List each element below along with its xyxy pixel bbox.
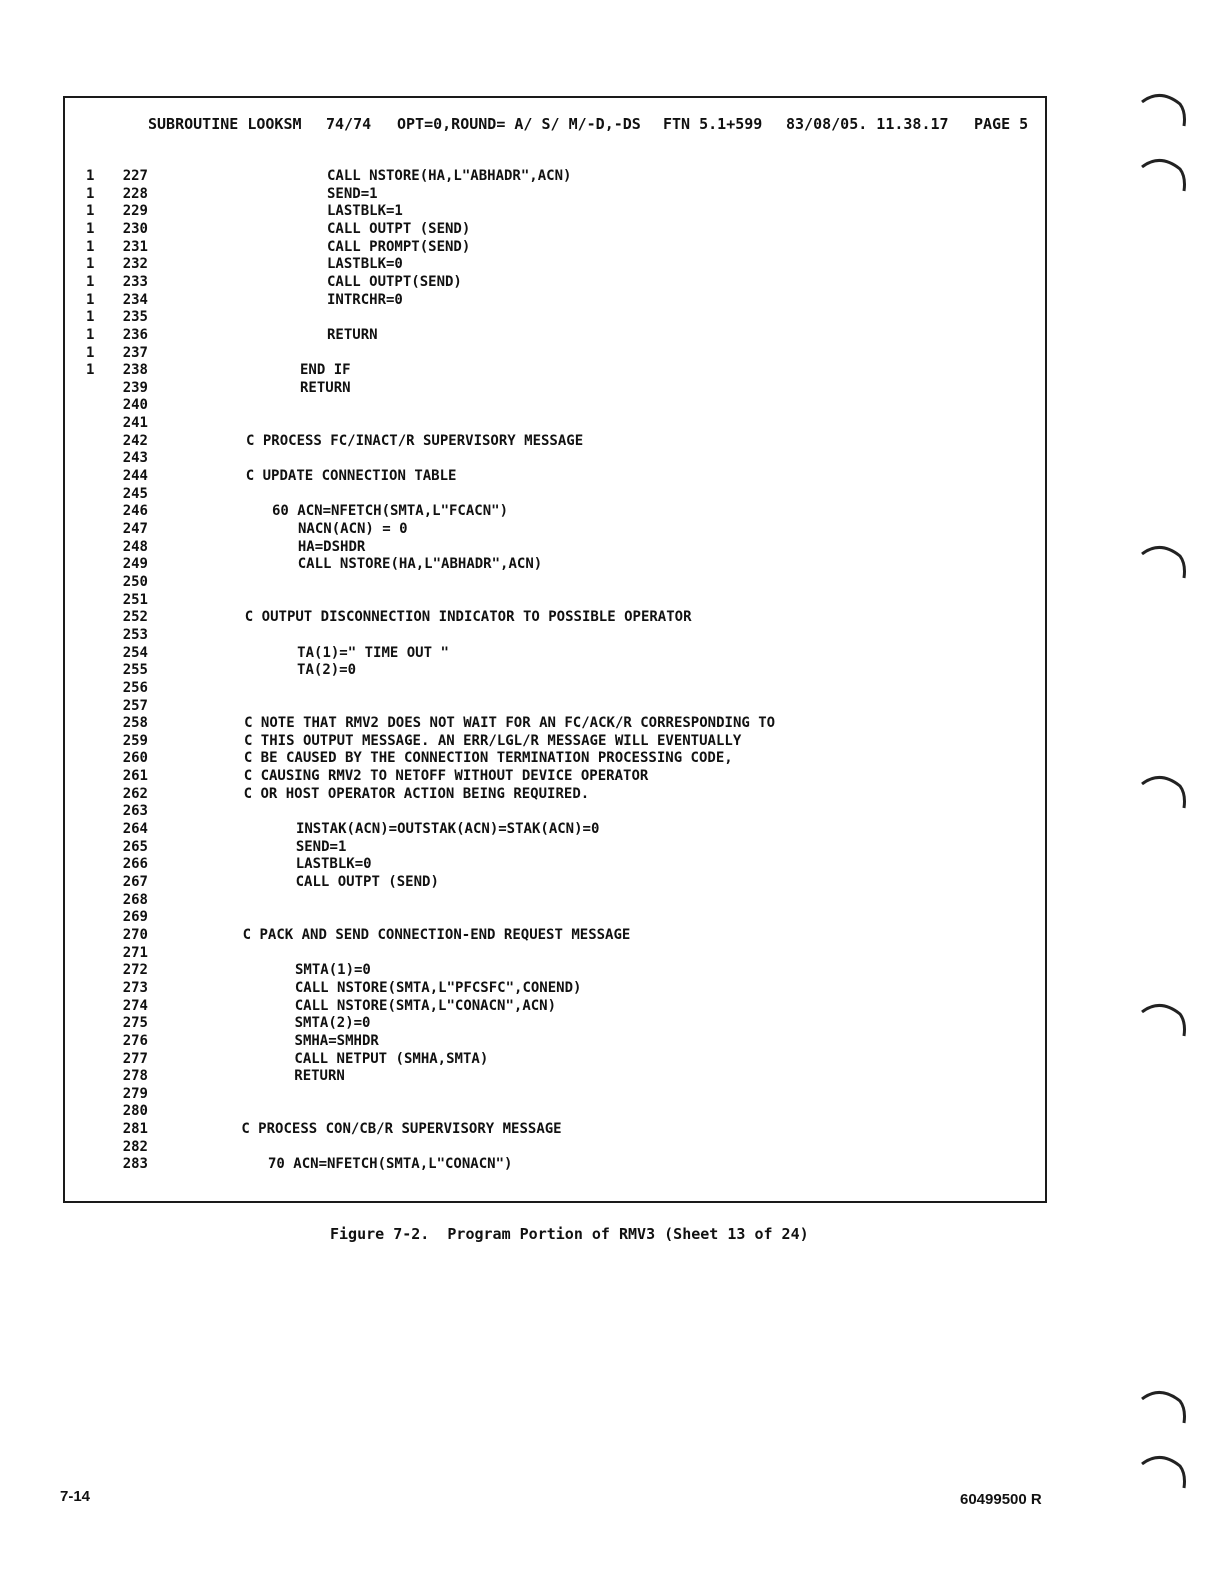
statement-text: RETURN	[327, 326, 378, 343]
nesting-level: 1	[86, 238, 95, 255]
statement-text: SMTA(2)=0	[294, 1015, 371, 1032]
statement-text: NACN(ACN) = 0	[298, 521, 408, 537]
line-number: 263	[122, 803, 148, 820]
statement-text: C PROCESS FC/INACT/R SUPERVISORY MESSAGE	[246, 432, 584, 449]
line-number: 243	[122, 450, 148, 467]
listing-line	[0, 1015, 1000, 1032]
statement-text: INTRCHR=0	[327, 291, 403, 308]
listing-line	[0, 239, 1000, 256]
binder-hole-icon	[1138, 540, 1188, 580]
binder-hole-icon	[1138, 1450, 1188, 1490]
listing-line	[0, 1139, 1000, 1156]
page-number: 7-14	[60, 1488, 91, 1505]
line-number: 279	[122, 1085, 148, 1102]
statement-text: 60 ACN=NFETCH(SMTA,L"FCACN")	[272, 503, 509, 520]
listing-line	[0, 927, 1000, 944]
listing-line	[0, 380, 1000, 397]
listing-line	[0, 1103, 1000, 1120]
listing-line	[0, 539, 1000, 556]
listing-line	[0, 645, 1000, 662]
listing-line	[0, 415, 1000, 432]
line-number: 244	[122, 468, 148, 485]
line-number: 228	[122, 185, 148, 202]
listing-line	[0, 433, 1000, 450]
statement-text: TA(1)=" TIME OUT "	[297, 644, 449, 661]
listing-line	[0, 450, 1000, 467]
line-number: 261	[122, 768, 148, 785]
line-number: 234	[122, 291, 148, 308]
listing-line	[0, 998, 1000, 1015]
line-number: 242	[122, 432, 148, 449]
listing-line	[0, 556, 1000, 573]
line-number: 273	[122, 979, 148, 996]
line-number: 250	[122, 573, 148, 590]
line-number: 278	[122, 1068, 148, 1085]
statement-text: CALL PROMPT(SEND)	[327, 238, 471, 255]
nesting-level: 1	[86, 273, 95, 290]
line-number: 262	[122, 785, 148, 802]
line-number: 247	[122, 521, 148, 537]
line-number: 269	[122, 909, 148, 926]
listing-line	[0, 1086, 1000, 1103]
line-number: 270	[122, 926, 148, 943]
listing-line	[0, 909, 1000, 926]
listing-line	[0, 768, 1000, 785]
line-number: 272	[122, 962, 148, 979]
statement-text: SEND=1	[295, 838, 347, 855]
listing-line	[0, 168, 1000, 185]
line-number: 241	[122, 415, 148, 432]
statement-text: C BE CAUSED BY THE CONNECTION TERMINATION PROCESSING CODE,	[243, 750, 733, 767]
statement-text: C THIS OUTPUT MESSAGE. AN ERR/LGL/R MESSAGE WILL EVENTUALLY	[243, 732, 742, 749]
listing-line	[0, 733, 1000, 750]
listing-line	[0, 1033, 1000, 1050]
listing-line	[0, 1051, 1000, 1068]
statement-text: CALL NSTORE(SMTA,L"CONACN",ACN)	[294, 997, 557, 1014]
line-number: 266	[122, 856, 148, 873]
line-number: 233	[122, 273, 148, 290]
listing-line	[0, 309, 1000, 326]
line-number: 239	[122, 379, 148, 396]
document-number: 60499500 R	[960, 1491, 1042, 1508]
listing-line	[0, 203, 1000, 220]
listing-line	[0, 292, 1000, 309]
line-number: 276	[122, 1032, 148, 1049]
line-number: 274	[122, 997, 148, 1014]
listing-line	[0, 627, 1000, 644]
listing-line	[0, 962, 1000, 979]
statement-text: CALL NSTORE(HA,L"ABHADR",ACN)	[297, 556, 543, 573]
listing-line	[0, 786, 1000, 803]
line-number: 236	[122, 326, 148, 343]
listing-line	[0, 821, 1000, 838]
listing-line	[0, 345, 1000, 362]
header-compiler: FTN 5.1+599	[663, 115, 763, 133]
line-number: 280	[122, 1103, 148, 1120]
line-number: 254	[122, 644, 148, 661]
statement-text: C NOTE THAT RMV2 DOES NOT WAIT FOR AN FC/ACK/R CORRESPONDING TO	[244, 715, 776, 732]
line-number: 283	[122, 1156, 148, 1173]
line-number: 251	[122, 591, 148, 608]
statement-text: SEND=1	[327, 185, 378, 202]
line-number: 265	[122, 838, 148, 855]
statement-text: LASTBLK=0	[327, 256, 403, 273]
header-options: OPT=0,ROUND= A/ S/ M/-D,-DS	[397, 115, 641, 133]
statement-text: C PROCESS CON/CB/R SUPERVISORY MESSAGE	[241, 1121, 562, 1138]
line-number: 268	[122, 891, 148, 908]
listing-line	[0, 609, 1000, 626]
listing-line	[0, 715, 1000, 732]
line-number: 231	[122, 238, 148, 255]
line-number: 249	[122, 556, 148, 573]
listing-line	[0, 186, 1000, 203]
nesting-level: 1	[86, 220, 95, 237]
figure-caption: Figure 7-2. Program Portion of RMV3 (Sheet 13 of 24)	[330, 1225, 809, 1243]
line-number: 255	[122, 662, 148, 679]
nesting-level: 1	[86, 185, 95, 202]
statement-text: CALL NSTORE(HA,L"ABHADR",ACN)	[327, 168, 572, 184]
listing-line	[0, 521, 1000, 538]
statement-text: 70 ACN=NFETCH(SMTA,L"CONACN")	[268, 1156, 513, 1173]
line-number: 237	[122, 344, 148, 361]
statement-text: END IF	[300, 362, 351, 379]
listing-line	[0, 327, 1000, 344]
nesting-level: 1	[86, 362, 95, 379]
line-number: 277	[122, 1050, 148, 1067]
listing-line	[0, 680, 1000, 697]
statement-text: C PACK AND SEND CONNECTION-END REQUEST MESSAGE	[242, 926, 631, 943]
binder-hole-icon	[1138, 998, 1188, 1038]
listing-line	[0, 892, 1000, 909]
listing-header	[148, 115, 1029, 135]
line-number: 230	[122, 220, 148, 237]
statement-text: LASTBLK=1	[327, 203, 403, 220]
nesting-level: 1	[86, 291, 95, 308]
line-number: 253	[122, 626, 148, 643]
listing-line	[0, 1156, 1000, 1173]
listing-line	[0, 574, 1000, 591]
statement-text: INSTAK(ACN)=OUTSTAK(ACN)=STAK(ACN)=0	[295, 821, 600, 838]
nesting-level: 1	[86, 309, 95, 326]
statement-text: C OUTPUT DISCONNECTION INDICATOR TO POSSIBLE OPERATOR	[244, 609, 692, 626]
line-number: 264	[122, 821, 148, 838]
binder-hole-icon	[1138, 1385, 1188, 1425]
line-number: 275	[122, 1015, 148, 1032]
statement-text: SMHA=SMHDR	[294, 1032, 379, 1049]
statement-text: C OR HOST OPERATOR ACTION BEING REQUIRED.	[243, 785, 590, 802]
line-number: 252	[122, 609, 148, 626]
nesting-level: 1	[86, 326, 95, 343]
statement-text: C CAUSING RMV2 TO NETOFF WITHOUT DEVICE OPERATOR	[243, 768, 649, 785]
listing-line	[0, 1121, 1000, 1138]
listing-line	[0, 874, 1000, 891]
statement-text: HA=DSHDR	[297, 538, 366, 555]
listing-line	[0, 750, 1000, 767]
listing-line	[0, 980, 1000, 997]
nesting-level: 1	[86, 256, 95, 273]
line-number: 258	[122, 715, 148, 732]
listing-line	[0, 221, 1000, 238]
line-number: 282	[122, 1138, 148, 1155]
nesting-level: 1	[86, 344, 95, 361]
statement-text: CALL OUTPT (SEND)	[327, 220, 471, 237]
listing-line	[0, 662, 1000, 679]
line-number: 235	[122, 309, 148, 326]
statement-text: CALL OUTPT(SEND)	[327, 273, 462, 290]
statement-text: RETURN	[294, 1068, 345, 1085]
statement-text: CALL OUTPT (SEND)	[295, 874, 439, 890]
line-number: 240	[122, 397, 148, 414]
listing-line	[0, 503, 1000, 520]
listing-line	[0, 256, 1000, 273]
line-number: 248	[122, 538, 148, 555]
listing-line	[0, 698, 1000, 715]
statement-text: LASTBLK=0	[295, 856, 372, 873]
listing-line	[0, 274, 1000, 291]
statement-text: TA(2)=0	[297, 662, 357, 679]
line-number: 281	[122, 1121, 148, 1138]
listing-line	[0, 945, 1000, 962]
line-number: 238	[122, 362, 148, 379]
listing-line	[0, 486, 1000, 503]
header-routine: SUBROUTINE LOOKSM	[148, 115, 302, 133]
header-timestamp: 83/08/05. 11.38.17	[786, 115, 949, 133]
statement-text: C UPDATE CONNECTION TABLE	[245, 468, 457, 485]
header-page: PAGE 5	[974, 115, 1029, 133]
line-number: 271	[122, 944, 148, 961]
statement-text: CALL NETPUT (SMHA,SMTA)	[294, 1050, 489, 1067]
binder-hole-icon	[1138, 88, 1188, 128]
statement-text: CALL NSTORE(SMTA,L"PFCSFC",CONEND)	[294, 979, 582, 996]
listing-line	[0, 592, 1000, 609]
listing-line	[0, 397, 1000, 414]
listing-line	[0, 803, 1000, 820]
listing-line	[0, 856, 1000, 873]
header-version: 74/74	[326, 115, 372, 133]
line-number: 260	[122, 750, 148, 767]
line-number: 245	[122, 485, 148, 502]
nesting-level: 1	[86, 168, 95, 184]
statement-text: RETURN	[300, 379, 351, 396]
binder-hole-icon	[1138, 153, 1188, 193]
listing-line	[0, 468, 1000, 485]
listing-line	[0, 839, 1000, 856]
line-number: 257	[122, 697, 148, 714]
line-number: 256	[122, 679, 148, 696]
listing-line	[0, 1068, 1000, 1085]
line-number: 267	[122, 874, 148, 890]
statement-text: SMTA(1)=0	[295, 962, 371, 979]
line-number: 227	[122, 168, 148, 184]
nesting-level: 1	[86, 203, 95, 220]
line-number: 259	[122, 732, 148, 749]
line-number: 229	[122, 203, 148, 220]
listing-line	[0, 362, 1000, 379]
line-number: 246	[122, 503, 148, 520]
binder-hole-icon	[1138, 770, 1188, 810]
line-number: 232	[122, 256, 148, 273]
